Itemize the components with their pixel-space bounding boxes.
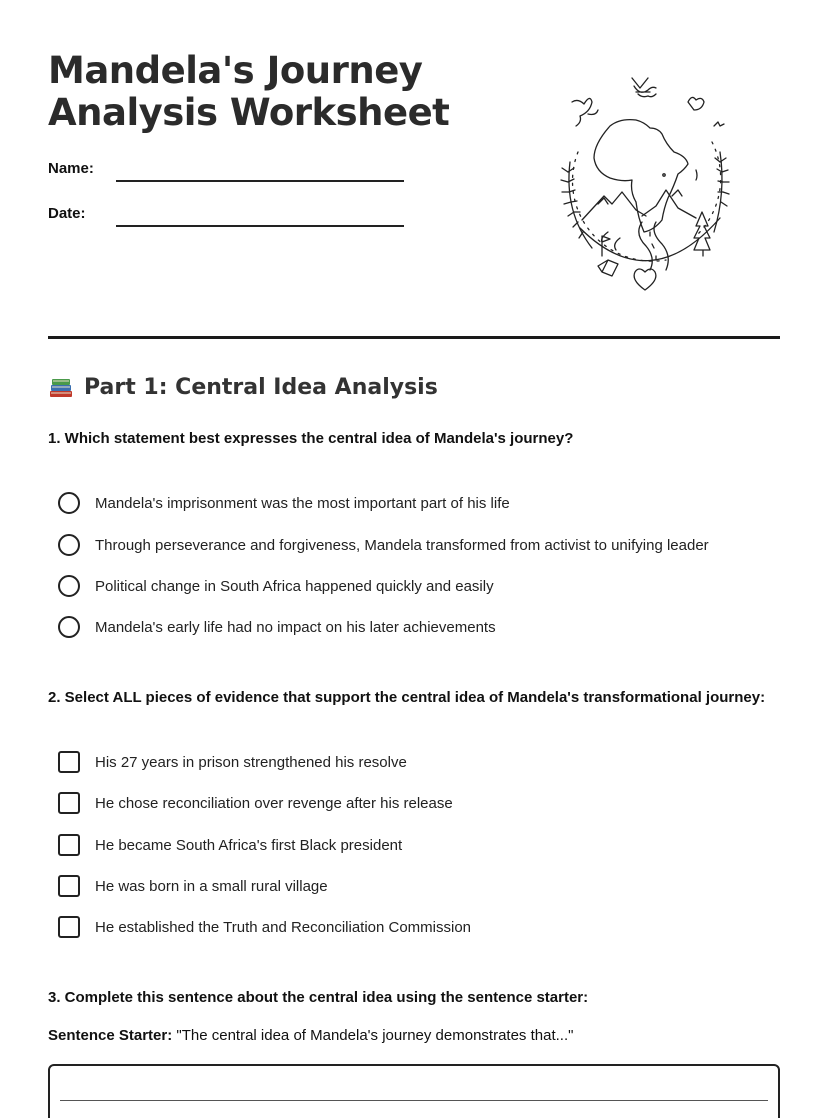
q2-option[interactable] [58,751,407,773]
sentence-starter [48,1027,573,1044]
name-field[interactable] [116,180,404,182]
answer-line [60,1100,768,1101]
q1-option-label: Mandela's imprisonment was the most important part of his life [95,494,510,512]
q1-option[interactable] [58,616,496,638]
checkbox[interactable] [58,792,80,814]
title-line-2: Analysis Worksheet [48,91,450,134]
q2-option-label: He was born in a small rural village [95,877,328,895]
date-field[interactable] [116,225,404,227]
q1-option[interactable] [58,492,510,514]
bird-right-icon [688,97,724,126]
q1-option-label: Mandela's early life had no impact on his later achievements [95,618,496,636]
africa-journey-illustration [548,72,738,298]
q2-option-label: His 27 years in prison strengthened his resolve [95,753,407,771]
q2-option[interactable] [58,834,402,856]
checkbox[interactable] [58,751,80,773]
q2-option-label: He became South Africa's first Black president [95,836,403,854]
question-3: 3. Complete this sentence about the central idea using the sentence starter: [48,989,589,1006]
sentence-starter-text: "The central idea of Mandela's journey demonstrates that..." [176,1027,574,1044]
sentence-starter-label: Sentence Starter: [48,1027,173,1044]
laurel-right-icon [714,152,729,232]
q1-option[interactable] [58,575,494,597]
question-2: 2. Select ALL pieces of evidence that support the central idea of Mandela's transformational journey: [48,689,766,706]
q2-option-label: He established the Truth and Reconciliation Commission [95,918,472,936]
section-divider [48,336,780,339]
book-icon [598,260,618,276]
radio-button[interactable] [58,575,80,597]
q1-option-label: Political change in South Africa happened quickly and easily [95,577,494,595]
q1-option-label: Through perseverance and forgiveness, Mandela transformed from activist to unifying leader [95,536,709,554]
radio-button[interactable] [58,492,80,514]
radio-button[interactable] [58,534,80,556]
name-label: Name: [48,160,94,177]
radio-button[interactable] [58,616,80,638]
title-line-1: Mandela's Journey [48,49,423,92]
checkbox[interactable] [58,916,80,938]
q1-option[interactable] [58,534,709,556]
books-icon [48,374,74,400]
q2-option-label: He chose reconciliation over revenge after his release [95,794,453,812]
date-label: Date: [48,205,86,222]
bird-left-icon [572,98,598,126]
checkbox[interactable] [58,834,80,856]
tree-icon [694,212,710,256]
heart-icon [634,269,656,290]
africa-map-icon [594,120,688,232]
answer-box[interactable] [48,1064,780,1118]
worksheet-title [48,50,449,134]
checkbox[interactable] [58,875,80,897]
dove-icon [632,78,656,97]
part1-heading-text: Part 1: Central Idea Analysis [84,374,438,400]
q2-option[interactable] [58,916,471,938]
part1-heading [48,374,438,400]
q2-option[interactable] [58,875,328,897]
q2-option[interactable] [58,792,453,814]
question-1: 1. Which statement best expresses the central idea of Mandela's journey? [48,430,574,447]
